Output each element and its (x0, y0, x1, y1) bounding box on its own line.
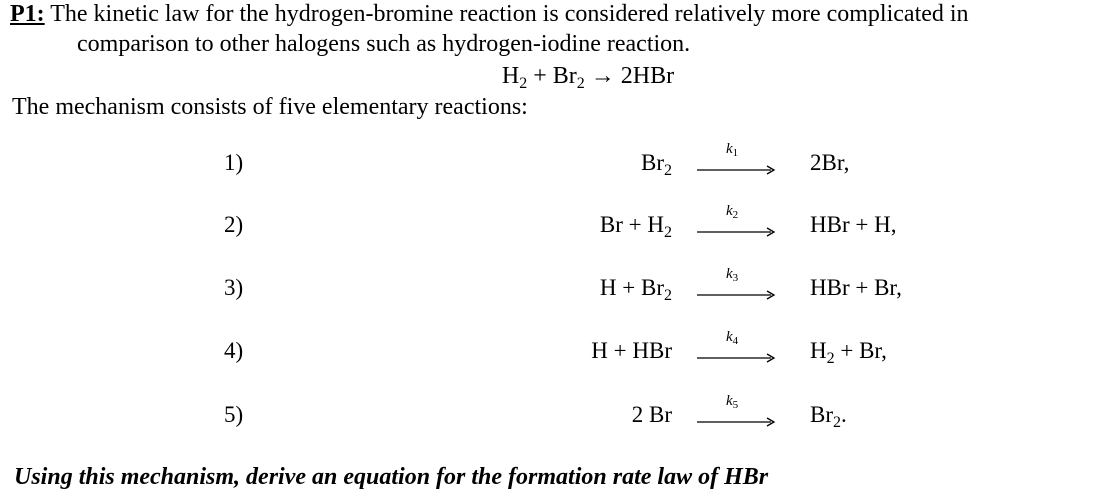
reaction-number: 3) (224, 275, 244, 300)
reaction-reactants (641, 150, 672, 179)
product-text: Br (810, 402, 833, 427)
rate-constant (726, 141, 738, 158)
reaction-arrow (697, 416, 777, 428)
rate-constant-index: 2 (732, 209, 739, 221)
rate-constant-index: 3 (732, 272, 739, 284)
intro-line-2: comparison to other halogens such as hydrogen-iodine reaction. (77, 31, 691, 57)
product-text: HBr + Br, (810, 275, 902, 300)
product-text: HBr + H, (810, 212, 897, 237)
overall-product: 2HBr (620, 63, 675, 89)
problem-label: P1: (10, 1, 45, 27)
rate-constant (726, 329, 738, 346)
overall-h-sub: 2 (519, 75, 528, 92)
reactant-text: Br (641, 150, 664, 175)
reactant-subscript: 2 (664, 224, 672, 241)
rate-constant-symbol: k (726, 329, 733, 345)
overall-arrow: → (584, 63, 621, 89)
reaction-reactants (599, 275, 672, 304)
intro-line-1 (10, 0, 969, 28)
reaction-products (810, 275, 902, 301)
reaction-products (810, 212, 896, 238)
reaction-arrow (697, 289, 777, 301)
reactant-text: Br + H (599, 212, 664, 237)
reaction-arrow (697, 164, 777, 176)
product-text: H (810, 338, 827, 363)
reaction-arrow (697, 226, 777, 238)
reactant-text: H + HBr (591, 338, 672, 363)
rate-constant-index: 1 (732, 147, 739, 159)
reaction-reactants (632, 402, 672, 428)
overall-h: H (501, 63, 520, 89)
product-text: 2Br, (810, 150, 850, 175)
reaction-products (810, 402, 847, 431)
reactant-subscript: 2 (664, 162, 672, 179)
reaction-number: 4) (224, 338, 244, 363)
product-subscript: 2 (826, 350, 835, 367)
reaction-reactants (591, 338, 672, 364)
rate-constant (726, 266, 738, 283)
reactant-text: H + Br (599, 275, 664, 300)
reaction-number: 5) (224, 402, 244, 427)
overall-br: + Br (527, 63, 577, 89)
product-subscript: 2 (833, 414, 841, 431)
task-statement: Using this mechanism, derive an equation for the formation rate law of HBr (14, 464, 769, 490)
reaction-number: 1) (224, 150, 244, 175)
rate-constant (726, 203, 738, 220)
rate-constant-symbol: k (726, 266, 733, 282)
mechanism-intro: The mechanism consists of five elementary reactions: (12, 94, 528, 120)
reaction-arrow (697, 352, 777, 364)
rate-constant-index: 4 (732, 335, 739, 347)
reaction-reactants (599, 212, 672, 241)
rate-constant (726, 393, 738, 410)
reaction-products (810, 150, 849, 176)
overall-reaction (0, 62, 1096, 90)
reaction-products (810, 338, 887, 367)
product-text-2: . (841, 402, 847, 427)
overall-br-sub: 2 (576, 75, 585, 92)
intro-text-1: The kinetic law for the hydrogen-bromine reaction is considered relatively more complicated in (44, 1, 969, 27)
product-text-2: + Br, (834, 338, 887, 363)
rate-constant-symbol: k (726, 393, 733, 409)
reactant-subscript: 2 (664, 287, 672, 304)
reactant-text: 2 Br (631, 402, 672, 427)
reaction-number: 2) (224, 212, 244, 237)
rate-constant-symbol: k (726, 203, 733, 219)
rate-constant-symbol: k (726, 141, 733, 157)
rate-constant-index: 5 (732, 399, 739, 411)
